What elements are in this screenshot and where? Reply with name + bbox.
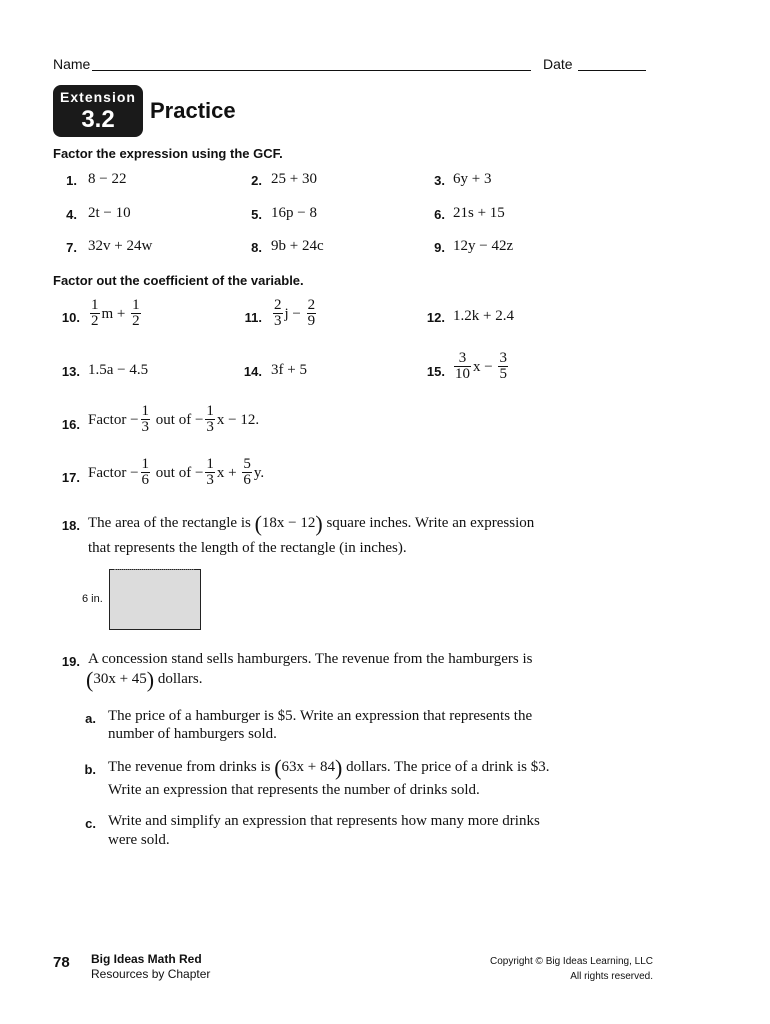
problem-number: 11. bbox=[244, 310, 262, 325]
problem-number: 17. bbox=[61, 470, 80, 485]
problem-number: 10. bbox=[61, 310, 80, 325]
problem-number: 1. bbox=[66, 173, 77, 188]
problem-expression: 1.2k + 2.4 bbox=[453, 308, 514, 324]
date-field-line[interactable] bbox=[578, 70, 646, 71]
rectangle-figure bbox=[109, 569, 201, 630]
problem-number: 5. bbox=[251, 207, 262, 222]
part-c-line1: Write and simplify an expression that represents how many more drinks bbox=[108, 813, 540, 829]
problem-number: 2. bbox=[251, 173, 262, 188]
page-number: 78 bbox=[53, 954, 70, 971]
problem-text-line2: (30x + 45) dollars. bbox=[86, 667, 203, 693]
problem-expression: 2t − 10 bbox=[88, 205, 131, 221]
book-title-line2: Resources by Chapter bbox=[91, 967, 211, 981]
problem-number: 9. bbox=[434, 240, 445, 255]
page-title: Practice bbox=[150, 98, 236, 123]
problem-number: 13. bbox=[61, 364, 80, 379]
problem-number: 18. bbox=[61, 518, 80, 533]
part-a-label: a. bbox=[85, 711, 96, 726]
problem-expression: 12y − 42z bbox=[453, 238, 514, 254]
problem-number: 16. bbox=[61, 417, 80, 432]
problem-expression: 9b + 24c bbox=[271, 238, 324, 254]
problem-number: 15. bbox=[426, 364, 445, 379]
copyright-line1: Copyright © Big Ideas Learning, LLC bbox=[489, 956, 653, 967]
problem-expression: $\frac{2}{3}$ j − $\frac{2}{9}$ bbox=[274, 297, 316, 329]
problem-expression: Factor − $\frac{1}{6}$ out of − $\frac{1}{3}$ x + $\frac{5}{6}$ y. bbox=[88, 456, 265, 488]
copyright-line2: All rights reserved. bbox=[570, 971, 653, 982]
problem-expression: 16p − 8 bbox=[271, 205, 317, 221]
part-a-line2: number of hamburgers sold. bbox=[108, 726, 277, 742]
book-title-line1: Big Ideas Math Red bbox=[91, 952, 202, 966]
problem-number: 7. bbox=[66, 240, 77, 255]
problem-text-line1: The area of the rectangle is (18x − 12) square inches. Write an expression bbox=[88, 511, 535, 537]
rectangle-dashed-edge bbox=[114, 569, 194, 570]
badge-section-number: 3.2 bbox=[81, 106, 115, 133]
problem-expression: 32v + 24w bbox=[88, 238, 153, 254]
rectangle-side-label: 6 in. bbox=[82, 593, 103, 605]
copyright bbox=[490, 954, 653, 984]
problem-expression: 25 + 30 bbox=[271, 171, 317, 187]
problem-expression: 1.5a − 4.5 bbox=[88, 362, 149, 378]
problem-text-line2: that represents the length of the rectangle (in inches). bbox=[88, 540, 407, 556]
problem-number: 6. bbox=[434, 207, 445, 222]
problem-expression: 3f + 5 bbox=[271, 362, 307, 378]
problem-text-line1: A concession stand sells hamburgers. The revenue from the hamburgers is bbox=[88, 651, 533, 667]
problem-number: 12. bbox=[426, 310, 445, 325]
extension-badge bbox=[53, 85, 143, 137]
name-field-line[interactable] bbox=[92, 70, 531, 71]
problem-number: 4. bbox=[66, 207, 77, 222]
date-label: Date bbox=[543, 56, 573, 72]
problem-number: 19. bbox=[61, 654, 80, 669]
badge-extension-text: Extension bbox=[60, 89, 136, 105]
problem-expression: 6y + 3 bbox=[453, 171, 492, 187]
problem-expression: $\frac{3}{10}$ x − $\frac{3}{5}$ bbox=[455, 350, 507, 382]
part-b-line1: The revenue from drinks is (63x + 84) dollars. The price of a drink is $3. bbox=[108, 755, 550, 781]
problem-expression: 8 − 22 bbox=[88, 171, 127, 187]
part-b-label: b. bbox=[84, 762, 96, 777]
problem-number: 14. bbox=[243, 364, 262, 379]
part-b-line2: Write an expression that represents the number of drinks sold. bbox=[108, 782, 480, 798]
book-title bbox=[91, 952, 210, 982]
problem-expression: $\frac{1}{2}$ m + $\frac{1}{2}$ bbox=[91, 297, 140, 329]
section1-instruction: Factor the expression using the GCF. bbox=[53, 146, 283, 161]
part-a-line1: The price of a hamburger is $5. Write an expression that represents the bbox=[108, 708, 533, 724]
part-c-line2: were sold. bbox=[108, 832, 170, 848]
part-c-label: c. bbox=[85, 816, 96, 831]
problem-number: 8. bbox=[251, 240, 262, 255]
name-label: Name bbox=[53, 56, 91, 72]
problem-expression: 21s + 15 bbox=[453, 205, 505, 221]
problem-expression: Factor − $\frac{1}{3}$ out of − $\frac{1}{3}$ x − 12. bbox=[88, 403, 260, 435]
problem-number: 3. bbox=[434, 173, 445, 188]
section2-instruction: Factor out the coefficient of the variable. bbox=[53, 273, 304, 288]
